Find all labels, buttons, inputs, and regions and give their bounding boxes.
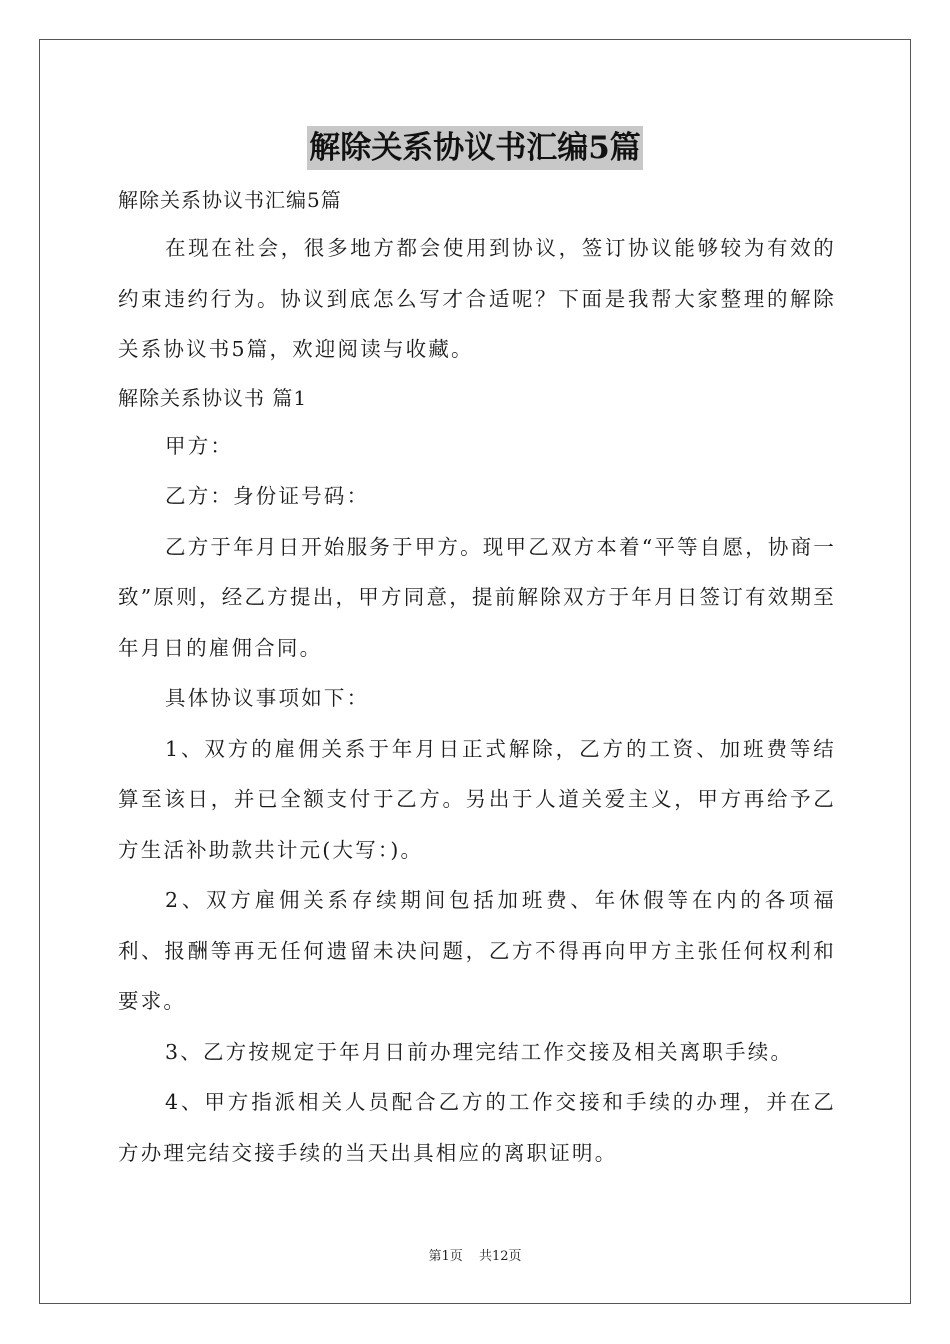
- document-subtitle: 解除关系协议书汇编5篇: [118, 188, 342, 212]
- body-paragraph: 1、双方的雇佣关系于年月日正式解除，乙方的工资、加班费等结算至该日，并已全额支付于乙方。另出于人道关爱主义，甲方再给予乙方生活补助款共计元(大写：)。: [118, 736, 836, 862]
- title-wrap: [0, 126, 950, 170]
- page-number: 第1页: [428, 1249, 463, 1264]
- body-paragraph: 乙方于年月日开始服务于甲方。现甲乙双方本着“平等自愿，协商一致”原则，经乙方提出，甲方同意，提前解除双方于年月日签订有效期至年月日的雇佣合同。: [118, 534, 836, 660]
- body-paragraph: 2、双方雇佣关系存续期间包括加班费、年休假等在内的各项福利、报酬等再无任何遗留未决问题，乙方不得再向甲方主张任何权利和要求。: [118, 888, 836, 1013]
- page-total: 共12页: [478, 1249, 522, 1264]
- document-body: [118, 177, 836, 1178]
- party-a-line: 甲方：: [165, 433, 234, 458]
- intro-paragraph: 在现在社会，很多地方都会使用到协议，签订协议能够较为有效的约束违约行为。协议到底怎么写才合适呢？下面是我帮大家整理的解除关系协议书5篇，欢迎阅读与收藏。: [118, 236, 836, 361]
- page-footer: [0, 1245, 950, 1264]
- party-b-line: 乙方：身份证号码：: [165, 484, 370, 508]
- section-heading: 解除关系协议书 篇1: [118, 385, 308, 410]
- body-paragraph: 3、乙方按规定于年月日前办理完结工作交接及相关离职手续。: [165, 1039, 794, 1064]
- document-title: 解除关系协议书汇编5篇: [307, 126, 643, 170]
- body-paragraph: 4、甲方指派相关人员配合乙方的工作交接和手续的办理，并在乙方办理完结交接手续的当天出具相应的离职证明。: [118, 1090, 836, 1165]
- body-paragraph: 具体协议事项如下：: [165, 686, 370, 710]
